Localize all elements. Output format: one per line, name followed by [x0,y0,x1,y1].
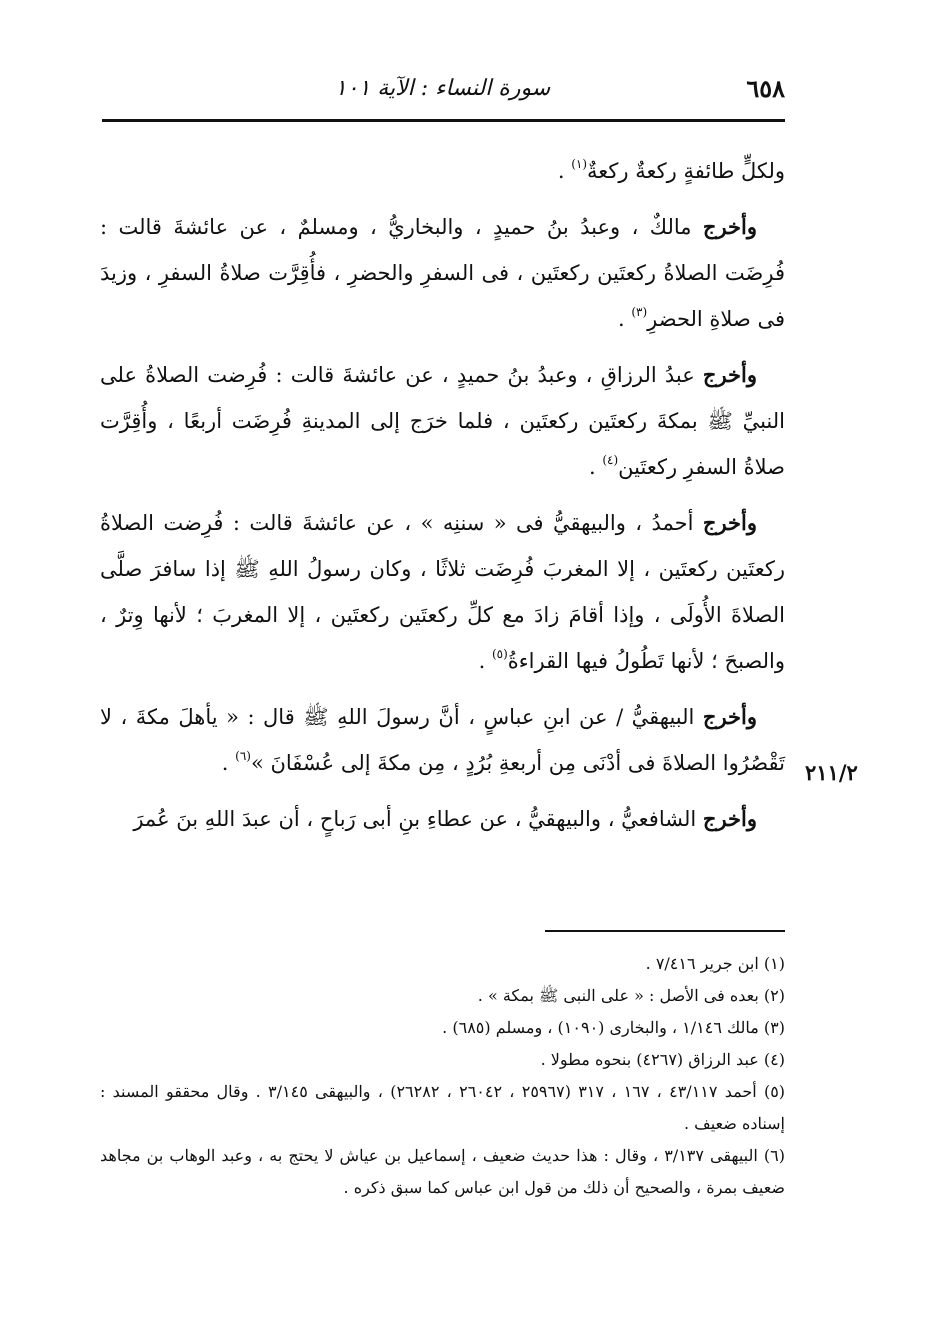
paragraph-end: . [557,159,572,183]
paragraph-end: . [588,455,603,479]
paragraph-lead: وأخرج [702,510,757,535]
paragraph-text: مالكٌ ، وعبدُ بنُ حميدٍ ، والبخاريُّ ، ومسلمٌ ، عن عائشةَ قالت : فُرِضَت الصلاةُ ركعتَين ركعتَين ، فى السفرِ والحضرِ ، فأُقِرَّت صلاةُ السفرِ ، وزيدَ فى صلاةِ الحضرِ [100,215,785,331]
footnote-marker: (٥) [491,647,508,661]
footnote-marker: (١) [571,157,588,171]
footnote: (٤) عبد الرزاق (٤٢٦٧) بنحوه مطولا . [540,1050,785,1069]
paragraph-lead: وأخرج [702,362,757,387]
paragraph [100,204,785,342]
footnote: (٥) أحمد ٤٣/١١٧ ، ١٦٧ ، ٣١٧ (٢٥٩٦٧ ، ٢٦٠٤٢ ، ٢٦٢٨٢) ، والبيهقى ٣/١٤٥ . وقال محققو المسند : إسناده ضعيف . [100,1082,786,1133]
paragraph-end: . [478,649,492,673]
footnote-rule [545,930,785,932]
paragraph-end: . [617,307,632,331]
page-header [100,72,785,112]
footnote: (٣) مالك ١/١٤٦ ، والبخارى (١٠٩٠) ، ومسلم (٦٨٥) . [442,1018,785,1037]
running-title: سورة النساء : الآية ١٠١ [334,76,551,101]
paragraph-text: ولكلٍّ طائفةٍ ركعةٌ ركعةٌ [587,159,785,183]
paragraph-text: عبدُ الرزاقِ ، وعبدُ بنُ حميدٍ ، عن عائشةَ قالت : فُرِضت الصلاةُ على النبيِّ ﷺ بمكةَ ركعتَين ركعتَين ، فلما خرَج إلى المدينةِ فُرِضَت أربعًا ، وأُقِرَّت صلاةُ السفرِ ركعتَين [100,363,785,479]
margin-reference: ٢١١/٢ [805,760,858,785]
footnote: (٢) بعده فى الأصل : « على النبى ﷺ بمكة » . [477,986,785,1005]
paragraph-lead: وأخرج [702,214,757,239]
paragraph-end: . [221,751,236,775]
footnote-marker: (٦) [235,749,251,763]
paragraph-lead: وأخرج [702,806,757,831]
footnote: (٦) البيهقى ٣/١٣٧ ، وقال : هذا حديث ضعيف ، إسماعيل بن عياش لا يحتج به ، وعبد الوهاب بن مجاهد ضعيف بمرة ، والصحيح أن ذلك من قول ابن عباس كما سبق ذكره . [100,1146,785,1197]
paragraph-text: البيهقيُّ / عن ابنِ عباسٍ ، أنَّ رسولَ اللهِ ﷺ قال : « يأهلَ مكةَ ، لا تَقْصُرُوا الصلاةَ فى أدْنَى مِن أربعةِ بُرُدٍ ، مِن مكةَ إلى عُسْفَانَ » [100,705,785,775]
paragraph-text: أحمدُ ، والبيهقيُّ فى « سننِه » ، عن عائشةَ قالت : فُرِضت الصلاةُ ركعتَين ركعتَين ، إلا المغربَ فُرِضَت ثلاثًا ، وكان رسولُ اللهِ ﷺ إذا سافرَ صلَّى الصلاةَ الأُولَى ، وإذا أقامَ زادَ مع كلِّ ركعتَين ركعتَين ، إلا المغربَ ؛ لأنها وِترٌ ، والصبحَ ؛ لأنها تَطُولُ فيها القراءةُ [100,511,785,673]
footnote-marker: (٣) [631,305,648,319]
footnotes [100,948,785,1204]
footnote: (١) ابن جرير ٧/٤١٦ . [645,954,785,973]
paragraph [100,694,785,786]
page-number: ٦٥٨ [746,74,785,103]
paragraph-lead: وأخرج [702,704,757,729]
paragraph [100,500,785,684]
header-rule [102,119,785,122]
paragraph-text: الشافعيُّ ، والبيهقيُّ ، عن عطاءِ بنِ أبى رَباحٍ ، أن عبدَ اللهِ بنَ عُمرَ [133,807,703,831]
paragraph [100,352,785,490]
paragraph [100,796,785,842]
paragraph [100,148,785,194]
footnote-marker: (٤) [602,453,619,467]
main-text [100,148,785,852]
